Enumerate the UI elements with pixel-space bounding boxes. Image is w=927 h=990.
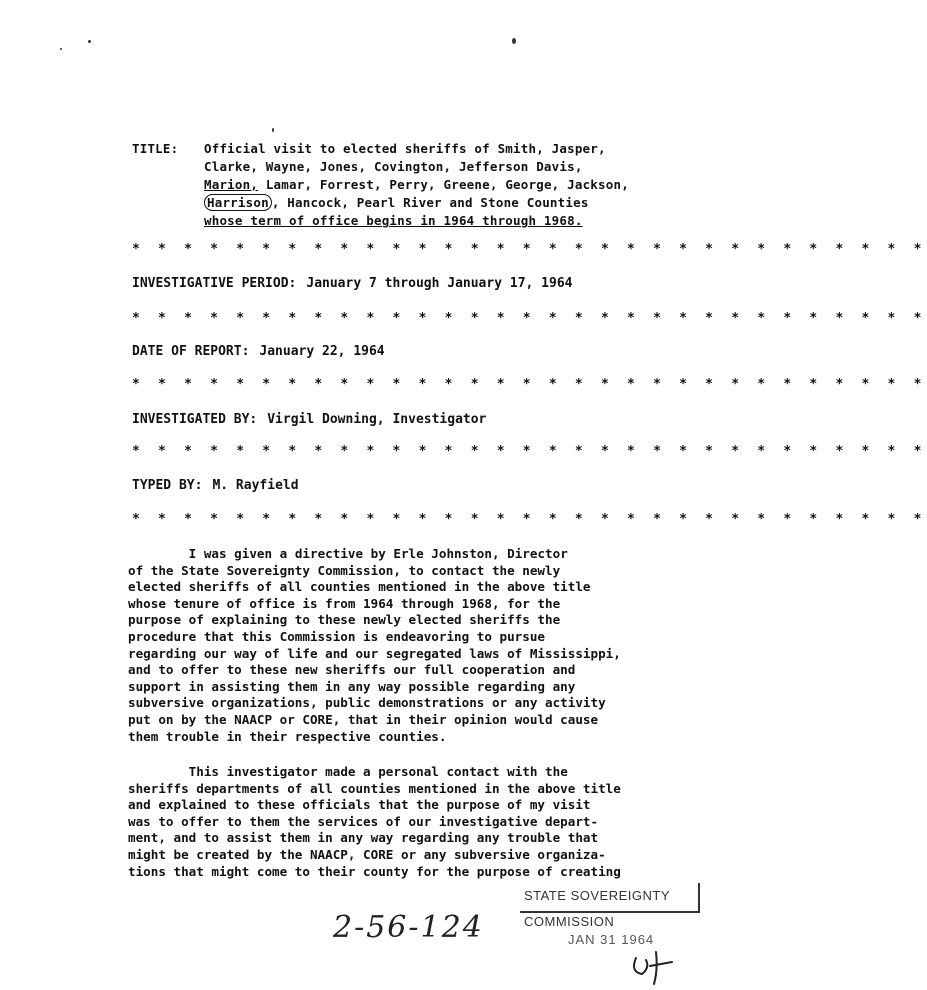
separator: * * * * * * * * * * * * * * * * * * * * * * * * * * * * * * * — [132, 311, 927, 326]
handwritten-initials — [628, 948, 688, 988]
title-line-4 — [132, 194, 629, 212]
investigated-by-value: Virgil Downing, Investigator — [267, 412, 487, 427]
scan-speck — [512, 38, 516, 44]
paragraph-2: This investigator made a personal contact with the sheriffs departments of all counties mentioned in the above title and explained to these officials that the purpose of my visit was to offer to them the services of our investigative depart- ment, and to assist them in any way regarding any trouble that might be created by the NAACP, CORE or any subversive organiza- tions that might come to their county for the purpose of creating — [128, 764, 621, 879]
title-line-1: Official visit to elected sheriffs of Smith, Jasper, — [204, 141, 606, 156]
paragraph-1: I was given a directive by Erle Johnston, Director of the State Sovereignty Commission, to contact the newly elected sheriffs of all counties mentioned in the above title whose tenure of office is from 1964 through 1968, for the purpose of explaining to these newly elected sheriffs the procedure that this Commission is endeavoring to pursue regarding our way of life and our segregated laws of Mississippi, and to offer to these new sheriffs our full cooperation and support in assisting them in any way possible regarding any subversive organizations, public demonstrations or any activity put on by the NAACP or CORE, that in their opinion would cause them trouble in their respective counties. — [128, 546, 621, 744]
title-line-3-underlined: Marion, — [204, 177, 259, 192]
commission-stamp: STATE SOVEREIGNTY COMMISSION — [520, 883, 700, 913]
title-line-5: whose term of office begins in 1964 through 1968. — [204, 213, 583, 228]
separator: * * * * * * * * * * * * * * * * * * * * * * * * * * * * * * * — [132, 377, 927, 392]
investigative-period-field — [132, 276, 572, 291]
investigative-period-value: January 7 through January 17, 1964 — [306, 276, 573, 291]
scan-speck — [88, 40, 91, 43]
separator: * * * * * * * * * * * * * * * * * * * * * * * * * * * * * * * — [132, 512, 927, 527]
date-of-report-value: January 22, 1964 — [259, 344, 385, 359]
date-of-report-field — [132, 344, 385, 359]
investigated-by-field — [132, 412, 486, 427]
scan-speck — [60, 48, 62, 50]
typed-by-field — [132, 478, 299, 493]
investigated-by-label: INVESTIGATED BY: — [132, 412, 258, 427]
date-of-report-label: DATE OF REPORT: — [132, 344, 250, 359]
separator: * * * * * * * * * * * * * * * * * * * * * * * * * * * * * * * — [132, 242, 927, 257]
handwritten-file-number: 2-56-124 — [333, 910, 484, 945]
title-block — [132, 140, 629, 230]
typed-by-label: TYPED BY: — [132, 478, 203, 493]
title-label: TITLE: — [132, 141, 179, 156]
investigative-period-label: INVESTIGATIVE PERIOD: — [132, 276, 297, 291]
typed-by-value: M. Rayfield — [212, 478, 299, 493]
circled-county: Harrison — [204, 194, 272, 211]
title-line-3 — [132, 176, 629, 194]
separator: * * * * * * * * * * * * * * * * * * * * * * * * * * * * * * * — [132, 444, 927, 459]
title-line-4-rest: , Hancock, Pearl River and Stone Counties — [271, 195, 589, 210]
stamp-date: JAN 31 1964 — [568, 932, 655, 947]
title-line-3-rest: Lamar, Forrest, Perry, Greene, George, Jackson, — [258, 177, 629, 192]
title-line-2: Clarke, Wayne, Jones, Covington, Jefferson Davis, — [204, 159, 583, 174]
scan-speck — [272, 128, 274, 132]
